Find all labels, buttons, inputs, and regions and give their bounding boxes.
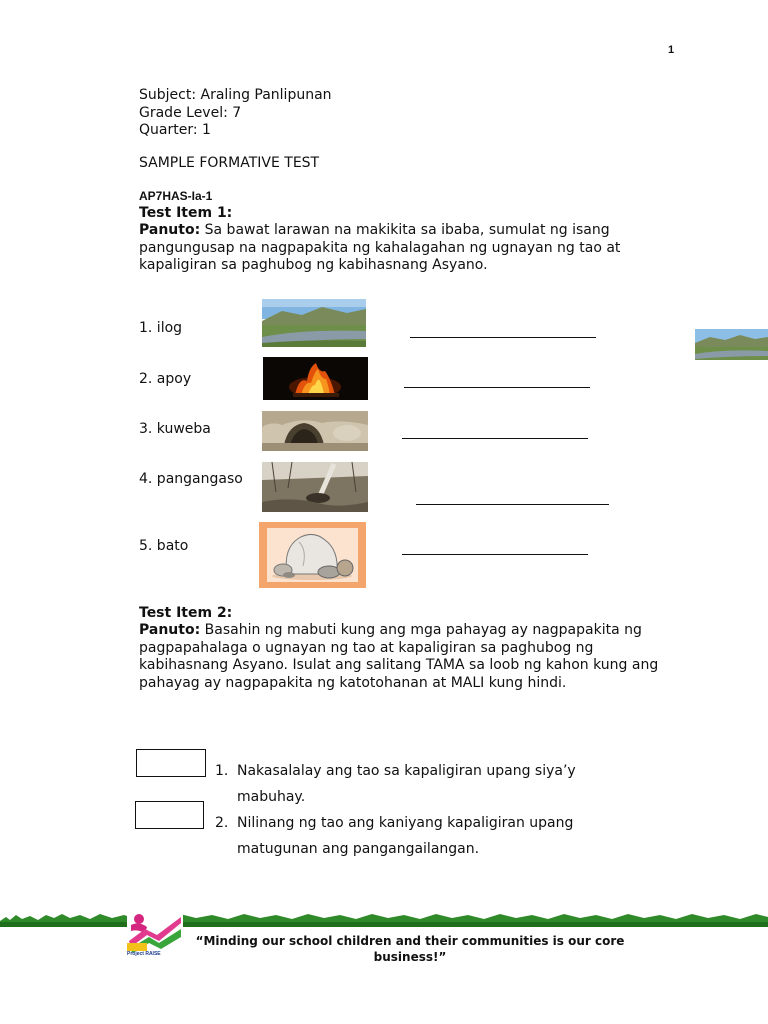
item-label-ilog: 1. ilog [139,320,183,336]
grade-line: Grade Level: 7 [139,104,242,121]
statement-2-text [237,810,573,862]
item-label-pangangaso: 4. pangangaso [139,471,243,487]
statement-2-line1: Nilinang ng tao ang kaniyang kapaligiran upang [237,815,574,831]
subject-line: Subject: Araling Panlipunan [139,87,332,103]
svg-text:Project RAISE: Project RAISE [127,951,161,957]
statement-1-text [237,758,576,810]
item-label-apoy: 2. apoy [139,371,192,387]
statement-1-line2: mabuhay. [237,789,306,805]
answer-line-1[interactable] [410,337,596,338]
answer-line-4[interactable] [416,504,609,505]
quarter-line: Quarter: 1 [139,122,211,138]
sample-title: SAMPLE FORMATIVE TEST [139,155,320,171]
fire-image [263,357,368,400]
statement-1-line1: Nakasalalay ang tao sa kapaligiran upang siya’y [237,763,576,779]
answer-box-1[interactable] [136,749,206,777]
test2-panuto-label: Panuto: [139,622,201,638]
test2-heading: Test Item 2: [139,605,233,621]
stone-image [259,522,366,588]
test1-panuto-text: Sa bawat larawan na makikita sa ibaba, sumulat ng isang pangungusap na nagpapakita ng kahalagahan ng ugnayan ng tao at kapaligiran sa paghubog ng kabihasnang Asyano. [139,222,621,273]
item-label-kuweba: 3. kuweba [139,421,211,437]
cave-image [262,411,368,451]
hunting-image [262,462,368,512]
answer-box-2[interactable] [135,801,204,829]
statement-2-number: 2. [215,815,229,831]
river-image [262,299,366,347]
river-image-side [695,329,768,360]
footer-quote: “Minding our school children and their communities is our core business!” [195,934,625,964]
statement-1-number: 1. [215,763,229,779]
test1-heading: Test Item 1: [139,205,233,221]
answer-line-5[interactable] [402,554,588,555]
statement-2-line2: matugunan ang pangangailangan. [237,841,480,857]
page-number: 1 [668,44,675,56]
test1-panuto-label: Panuto: [139,222,201,238]
item-label-bato: 5. bato [139,538,189,554]
grass-divider [0,905,768,927]
answer-line-3[interactable] [402,438,588,439]
test2-instructions [139,622,679,692]
document-meta [139,87,332,140]
test1-instructions [139,222,679,275]
answer-line-2[interactable] [404,387,590,388]
test2-panuto-text: Basahin ng mabuti kung ang mga pahayag ay nagpapakita ng pagpapahalaga o ugnayan ng tao at kapaligiran sa paghubog ng kabihasnang Asyano. Isulat ang salitang TAMA sa loob ng kahon kung ang pahayag ay nagpapakita ng katotohanan at MALI kung hindi. [139,622,659,691]
competency-code: AP7HAS-Ia-1 [139,189,213,203]
